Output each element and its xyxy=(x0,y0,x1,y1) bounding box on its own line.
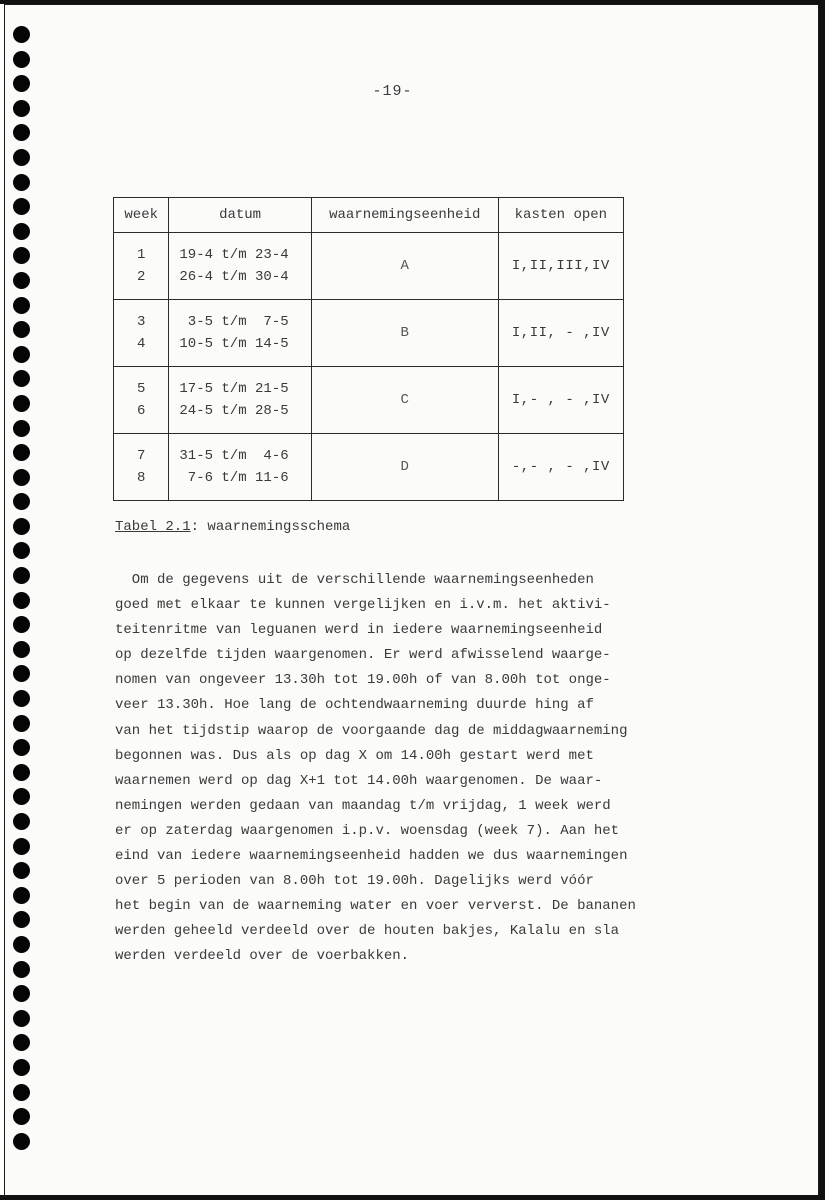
paragraph-line: nomen van ongeveer 13.30h tot 19.00h of van 8.00h tot onge- xyxy=(115,672,611,689)
cages-open-cell: I,- , - ,IV xyxy=(498,367,623,434)
binding-hole xyxy=(13,395,30,412)
week-number: 2 xyxy=(136,269,146,285)
paragraph-line: veer 13.30h. Hoe lang de ochtendwaarneming duurde hing af xyxy=(115,697,594,714)
header-week: week xyxy=(114,198,169,233)
binding-hole xyxy=(13,370,30,387)
date-cell xyxy=(169,367,311,434)
binding-hole xyxy=(13,887,30,904)
binding-hole xyxy=(13,641,30,658)
week-number: 3 xyxy=(136,314,146,330)
paragraph-line: Om de gegevens uit de verschillende waarnemingseenheden xyxy=(115,572,594,588)
binding-hole xyxy=(13,690,30,707)
paragraph-line: eind van iedere waarnemingseenheid hadden we dus waarnemingen xyxy=(115,848,628,865)
binding-hole xyxy=(13,75,30,92)
caption-text: : waarnemingsschema xyxy=(190,519,351,535)
binding-hole xyxy=(13,297,30,314)
binding-hole xyxy=(13,542,30,559)
unit-cell: C xyxy=(311,367,498,434)
binding-hole xyxy=(13,321,30,338)
binding-hole xyxy=(13,346,30,363)
date-cell xyxy=(169,434,311,501)
paragraph-line: op dezelfde tijden waargenomen. Er werd afwisselend waarge- xyxy=(115,647,611,664)
week-number: 1 xyxy=(136,247,146,263)
page-number: -19- xyxy=(372,83,413,100)
binding-hole xyxy=(13,961,30,978)
paragraph-line: werden verdeeld over de voerbakken. xyxy=(115,948,410,965)
table-header-row xyxy=(114,198,624,233)
date-range: 17-5 t/m 21-5 xyxy=(179,381,289,397)
spiral-binding-holes xyxy=(13,26,33,1157)
binding-hole xyxy=(13,1010,30,1027)
binding-hole xyxy=(13,1034,30,1051)
binding-hole xyxy=(13,592,30,609)
binding-hole xyxy=(13,715,30,732)
header-cages-open: kasten open xyxy=(498,198,623,233)
header-datum: datum xyxy=(169,198,311,233)
scan-frame-right xyxy=(819,0,825,1200)
week-number: 5 xyxy=(136,381,146,397)
binding-hole xyxy=(13,124,30,141)
table-row xyxy=(114,233,624,300)
binding-hole xyxy=(13,51,30,68)
table-row xyxy=(114,300,624,367)
scan-frame-bottom xyxy=(0,1195,825,1200)
paragraph-line: over 5 perioden van 8.00h tot 19.00h. Dagelijks werd vóór xyxy=(115,873,594,890)
cages-open-cell: -,- , - ,IV xyxy=(498,434,623,501)
date-range: 19-4 t/m 23-4 xyxy=(179,247,289,263)
date-range: 24-5 t/m 28-5 xyxy=(179,403,289,419)
binding-hole xyxy=(13,518,30,535)
table-caption xyxy=(115,519,350,535)
binding-hole xyxy=(13,1108,30,1125)
binding-hole xyxy=(13,616,30,633)
date-range: 10-5 t/m 14-5 xyxy=(179,336,289,352)
binding-hole xyxy=(13,100,30,117)
observation-schedule-table xyxy=(113,197,624,501)
table-row xyxy=(114,367,624,434)
binding-hole xyxy=(13,149,30,166)
binding-hole xyxy=(13,838,30,855)
date-range: 7-6 t/m 11-6 xyxy=(179,470,289,486)
binding-hole xyxy=(13,862,30,879)
binding-hole xyxy=(13,198,30,215)
paragraph-line: werden geheeld verdeeld over de houten bakjes, Kalalu en sla xyxy=(115,923,620,940)
paragraph-line: het begin van de waarneming water en voer ververst. De bananen xyxy=(115,898,636,915)
unit-cell: D xyxy=(311,434,498,501)
caption-label: Tabel 2.1 xyxy=(115,519,191,535)
week-number: 8 xyxy=(136,470,146,486)
binding-hole xyxy=(13,788,30,805)
binding-hole xyxy=(13,985,30,1002)
week-cell xyxy=(114,300,169,367)
binding-hole xyxy=(13,174,30,191)
paragraph-line: nemingen werden gedaan van maandag t/m vrijdag, 1 week werd xyxy=(115,797,611,814)
body-paragraph xyxy=(115,568,715,970)
binding-hole xyxy=(13,1059,30,1076)
binding-hole xyxy=(13,1084,30,1101)
unit-cell: B xyxy=(311,300,498,367)
date-cell xyxy=(169,300,311,367)
date-range: 31-5 t/m 4-6 xyxy=(179,448,289,464)
binding-hole xyxy=(13,813,30,830)
header-unit: waarnemingseenheid xyxy=(311,198,498,233)
week-cell xyxy=(114,434,169,501)
paragraph-line: van het tijdstip waarop de voorgaande dag de middagwaarneming xyxy=(115,722,628,739)
binding-hole xyxy=(13,469,30,486)
binding-hole xyxy=(13,911,30,928)
week-number: 6 xyxy=(136,403,146,419)
week-number: 4 xyxy=(136,336,146,352)
binding-hole xyxy=(13,223,30,240)
week-number: 7 xyxy=(136,448,146,464)
cages-open-cell: I,II, - ,IV xyxy=(498,300,623,367)
paragraph-line: er op zaterdag waargenomen i.p.v. woensdag (week 7). Aan het xyxy=(115,822,620,839)
binding-hole xyxy=(13,567,30,584)
week-cell xyxy=(114,367,169,434)
paragraph-line: waarnemen werd op dag X+1 tot 14.00h waargenomen. De waar- xyxy=(115,772,603,789)
paragraph-line: goed met elkaar te kunnen vergelijken en i.v.m. het aktivi- xyxy=(115,597,611,614)
binding-hole xyxy=(13,420,30,437)
unit-cell: A xyxy=(311,233,498,300)
binding-hole xyxy=(13,272,30,289)
table-row xyxy=(114,434,624,501)
paragraph-line: begonnen was. Dus als op dag X om 14.00h gestart werd met xyxy=(115,747,594,764)
binding-hole xyxy=(13,764,30,781)
binding-hole xyxy=(13,444,30,461)
binding-hole xyxy=(13,739,30,756)
binding-hole xyxy=(13,665,30,682)
cages-open-cell: I,II,III,IV xyxy=(498,233,623,300)
binding-hole xyxy=(13,493,30,510)
date-cell xyxy=(169,233,311,300)
binding-hole xyxy=(13,1133,30,1150)
binding-hole xyxy=(13,26,30,43)
date-range: 3-5 t/m 7-5 xyxy=(179,314,289,330)
week-cell xyxy=(114,233,169,300)
date-range: 26-4 t/m 30-4 xyxy=(179,269,289,285)
binding-hole xyxy=(13,936,30,953)
paragraph-line: teitenritme van leguanen werd in iedere waarnemingseenheid xyxy=(115,622,603,639)
binding-hole xyxy=(13,247,30,264)
